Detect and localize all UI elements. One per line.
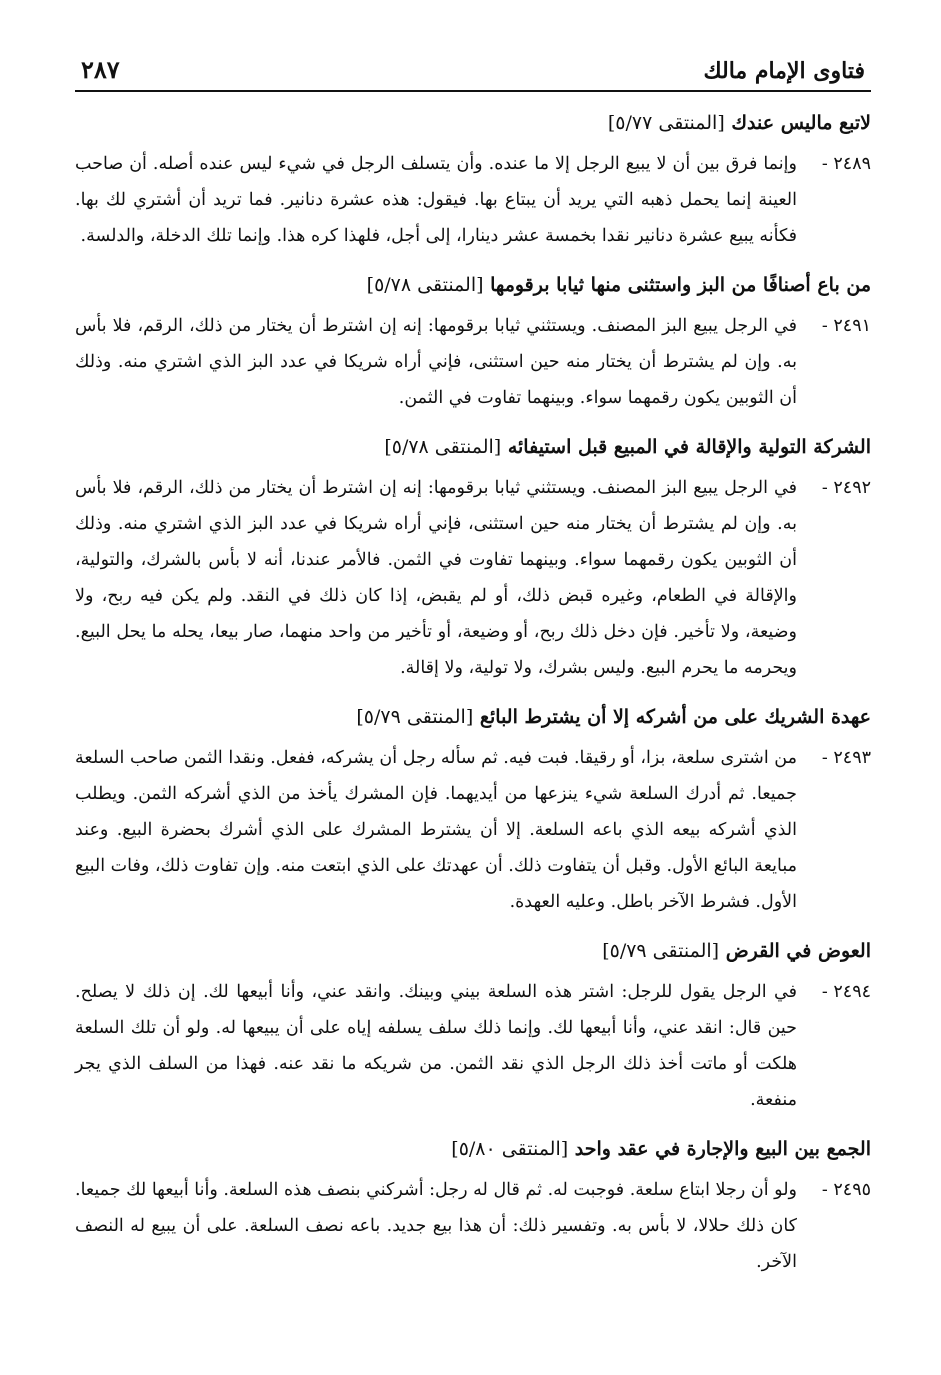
heading-title: من باع أصنافًا من البز واستثنى منها ثيابا برقومها [490,274,871,296]
entry-text: ولو أن رجلا ابتاع سلعة. فوجبت له. ثم قال له رجل: أشركني بنصف هذه السلعة. وأنا أبيعها لك جميعا. كان ذلك حلالا، لا بأس به. وتفسير ذلك: أن هذا بيع جديد. باعه نصف السلعة. على أن يبيع له النصف الآخر. [75,1180,797,1272]
entry-text: في الرجل يقول للرجل: اشتر هذه السلعة بيني وبينك. وانقد عني، وأنا أبيعها لك. إن ذلك لا يصلح. حين قال: انقد عني، وأنا أبيعها لك. وإنما ذلك سلف يسلفه إياه على أن يبيعها له. ولو أن تلك السلعة هلكت أو ماتت أخذ ذلك الرجل الذي نقد الثمن. من شريكه ما نقد عنه. فهذا من السلف الذي يجر منفعة. [75,982,797,1110]
entry-paragraph [75,740,871,920]
section-1 [75,108,871,254]
entry-text: من اشترى سلعة، بزا، أو رقيقا. فبت فيه. ثم سأله رجل أن يشركه، ففعل. ونقدا الثمن صاحب السلعة جميعا. ثم أدرك السلعة شيء ينزعها من أيديهما. فإن المشرك يأخذ من الذي أشركه الثمن. ويطلب الذي أشركه بيعه الذي باعه السلعة. إلا أن يشترط المشرك على الذي أشرك بحضرة البيع. وعند مبايعة البائع الأول. وقبل أن يتفاوت ذلك. أن عهدتك على الذي ابتعت منه. وإن تفاوت ذلك، وفات البيع الأول. فشرط الآخر باطل. وعليه العهدة. [75,748,797,912]
heading-title: لاتبع ماليس عندك [731,112,871,134]
page-number: ٢٨٧ [81,55,120,84]
book-title: فتاوى الإمام مالك [703,58,865,84]
entry-number: ٢٤٩٣ - [821,748,871,768]
section-5 [75,936,871,1118]
heading-source: [المنتقى ٥/٧٨] [384,436,502,458]
heading-title: الشركة التولية والإقالة في المبيع قبل استيفائه [507,436,871,458]
entry-number: ٢٤٨٩ - [821,154,871,174]
entry-text: في الرجل يبيع البز المصنف. ويستثني ثيابا برقومها: إنه إن اشترط أن يختار من ذلك، الرقم، فلا بأس به. وإن لم يشترط أن يختار منه حين استثنى، فإني أراه شريكا في عدد البز الذي اشتري منه. وذلك أن الثوبين يكون رقمهما سواء. وبينهما تفاوت في الثمن. [75,316,797,408]
entry-paragraph [75,1172,871,1280]
heading-source: [المنتقى ٥/٨٠] [451,1138,569,1160]
heading-source: [المنتقى ٥/٧٨] [366,274,484,296]
entry-number: ٢٤٩٢ - [821,478,871,498]
section-2 [75,270,871,416]
heading-source: [المنتقى ٥/٧٩] [356,706,474,728]
section-heading [75,702,871,732]
section-heading [75,432,871,462]
page-header [75,48,871,92]
section-6 [75,1134,871,1280]
entry-text: وإنما فرق بين أن لا يبيع الرجل إلا ما عنده. وأن يتسلف الرجل في شيء ليس عنده أصله. أن صاحب العينة إنما يحمل ذهبه التي يريد أن يبتاع بها. فيقول: هذه عشرة دنانير. فما تريد أن أشتري لك بها. فكأنه يبيع عشرة دنانير نقدا بخمسة عشر دينارا، إلى أجل، فلهذا كره هذا. وإنما تلك الدخلة، والدلسة. [75,154,797,246]
heading-source: [المنتقى ٥/٧٧] [607,112,725,134]
heading-title: عهدة الشريك على من أشركه إلا أن يشترط البائع [479,706,871,728]
section-heading [75,1134,871,1164]
entry-paragraph [75,308,871,416]
section-heading [75,108,871,138]
entry-text: في الرجل يبيع البز المصنف. ويستثني ثيابا برقومها: إنه إن اشترط أن يختار من ذلك، الرقم، فلا بأس به. وإن لم يشترط أن يختار منه حين استثنى، فإني أراه شريكا في عدد البز الذي اشتري منه. وذلك أن الثوبين يكون رقمهما سواء. وبينهما تفاوت في الثمن. فالأمر عندنا، أنه لا بأس بالشرك، والتولية، والإقالة في الطعام، وغيره قبض ذلك، أو لم يقبض، إذا كان ذلك في النقد. ولم يكن فيه ربح، ولا وضيعة، ولا تأخير. فإن دخل ذلك ربح، أو وضيعة، أو تأخير من واحد منهما، صار بيعا، يحله ما يحل البيع. ويحرمه ما يحرم البيع. وليس بشرك، ولا تولية، ولا إقالة. [75,478,797,678]
heading-title: الجمع بين البيع والإجارة في عقد واحد [574,1138,871,1160]
entry-paragraph [75,470,871,686]
entry-number: ٢٤٩١ - [821,316,871,336]
section-4 [75,702,871,920]
section-heading [75,936,871,966]
entry-number: ٢٤٩٥ - [821,1180,871,1200]
heading-source: [المنتقى ٥/٧٩] [602,940,720,962]
section-3 [75,432,871,686]
section-heading [75,270,871,300]
entry-paragraph [75,146,871,254]
heading-title: العوض في القرض [725,940,871,962]
entry-paragraph [75,974,871,1118]
entry-number: ٢٤٩٤ - [821,982,871,1002]
